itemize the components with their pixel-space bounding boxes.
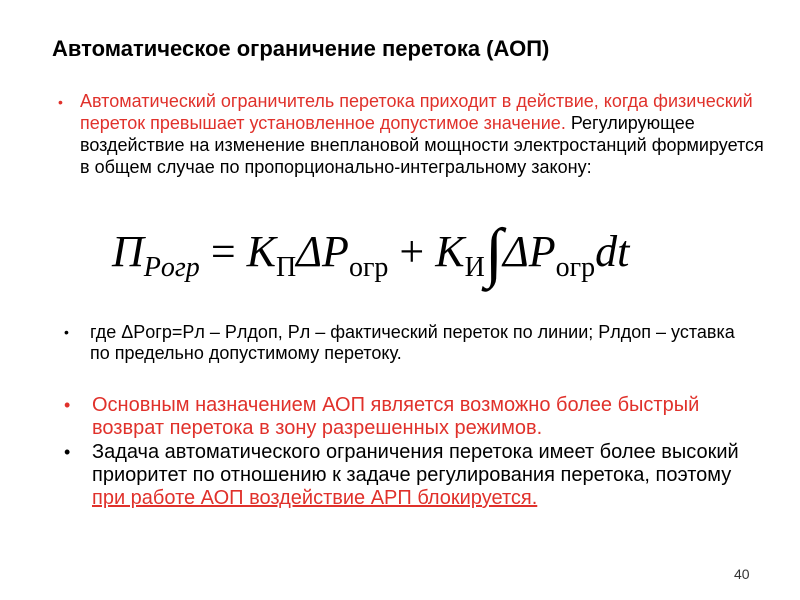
- purpose-text: Основным назначением АОП является возможно более быстрый возврат перетока в зону разрешенных режимов.: [92, 394, 700, 439]
- formula-dp2: ΔP: [502, 227, 556, 276]
- bullet-marker: •: [64, 442, 71, 462]
- formula-plus: +: [388, 227, 436, 276]
- formula-dp2-sub: огр: [555, 252, 596, 283]
- bullet-priority: [64, 441, 762, 510]
- formula-dt: dt: [595, 227, 630, 276]
- formula-k1-sub: П: [276, 252, 297, 283]
- formula-dp1-sub: огр: [348, 252, 389, 283]
- formula-k2-sub: И: [464, 252, 485, 283]
- formula-dp1: ΔP: [296, 227, 349, 276]
- formula-k2: K: [435, 227, 465, 276]
- bullet-definitions: [64, 322, 750, 364]
- pi-formula: [112, 216, 630, 298]
- regulation-text: Регулирующее воздействие на изменение внеплановой мощности электростанций формируется в общем случае по пропорционально-интегральному закону:: [80, 113, 764, 177]
- bullet-marker: •: [64, 324, 69, 340]
- formula-lhs: П: [112, 227, 144, 276]
- bullet-marker: •: [64, 395, 71, 415]
- activation-text: Автоматический ограничитель перетока приходит в действие, когда физический переток превышает установленное допустимое значение.: [80, 91, 753, 133]
- slide-title: Автоматическое ограничение перетока (АОП): [52, 36, 550, 61]
- blocking-link[interactable]: при работе АОП воздействие АРП блокируется.: [92, 487, 538, 509]
- definitions-text: где ΔPогр=Pл – Pлдоп, Pл – фактический переток по линии; Pлдоп – уставка по предельно допустимому перетоку.: [90, 322, 735, 363]
- formula-k1: K: [246, 227, 276, 276]
- page-number: 40: [734, 566, 750, 582]
- formula-integral: ∫: [484, 216, 503, 289]
- priority-text: Задача автоматического ограничения перетока имеет более высокий приоритет по отношению к задаче регулирования перетока, поэтому: [92, 441, 739, 486]
- formula-equals: =: [199, 227, 247, 276]
- bullet-activation: [58, 90, 770, 178]
- bullet-purpose: [64, 394, 762, 440]
- bullet-marker: •: [58, 94, 63, 110]
- formula-lhs-sub: Pогр: [143, 252, 200, 283]
